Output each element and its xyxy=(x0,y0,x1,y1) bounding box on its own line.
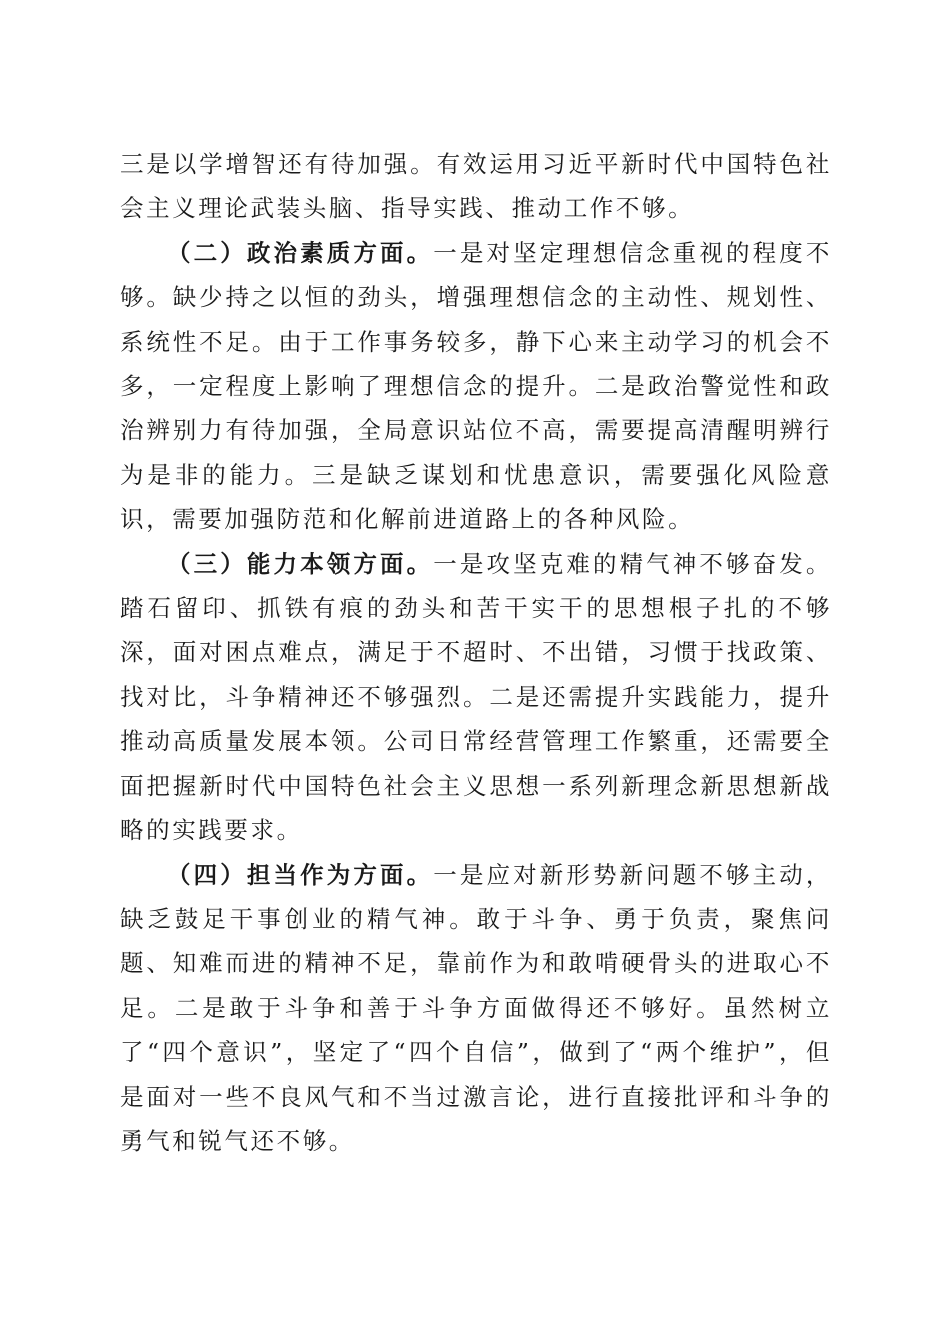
paragraph-text: 三是以学增智还有待加强。有效运用习近平新时代中国特色社会主义理论武装头脑、指导实践、推动工作不够。 xyxy=(120,150,832,223)
section-heading-ability: （三）能力本领方面。 xyxy=(167,549,434,578)
document-body xyxy=(120,142,832,1163)
paragraph-ability xyxy=(120,542,832,853)
paragraph-responsibility xyxy=(120,853,832,1164)
paragraph-text: 一是对坚定理想信念重视的程度不够。缺少持之以恒的劲头，增强理想信念的主动性、规划性、系统性不足。由于工作事务较多，静下心来主动学习的机会不多，一定程度上影响了理想信念的提升。二是政治警觉性和政治辨别力有待加强，全局意识站位不高，需要提高清醒明辨行为是非的能力。三是缺乏谋划和忧患意识，需要强化风险意识，需要加强防范和化解前进道路上的各种风险。 xyxy=(120,238,833,534)
paragraph-text: 一是攻坚克难的精气神不够奋发。踏石留印、抓铁有痕的劲头和苦干实干的思想根子扎的不够深，面对困点难点，满足于不超时、不出错，习惯于找政策、找对比，斗争精神还不够强烈。二是还需提升实践能力，提升推动高质量发展本领。公司日常经营管理工作繁重，还需要全面把握新时代中国特色社会主义思想一系列新理念新思想新战略的实践要求。 xyxy=(120,549,833,845)
paragraph-political-quality xyxy=(120,231,832,542)
section-heading-political-quality: （二）政治素质方面。 xyxy=(167,238,434,267)
section-heading-responsibility: （四）担当作为方面。 xyxy=(167,860,434,889)
paragraph-study-wisdom xyxy=(120,142,832,231)
paragraph-text: 一是应对新形势新问题不够主动，缺乏鼓足干事创业的精气神。敢于斗争、勇于负责，聚焦问题、知难而进的精神不足，靠前作为和敢啃硬骨头的进取心不足。二是敢于斗争和善于斗争方面做得还不够好。虽然树立了“四个意识”，坚定了“四个自信”，做到了“两个维护”，但是面对一些不良风气和不当过激言论，进行直接批评和斗争的勇气和锐气还不够。 xyxy=(120,860,833,1155)
